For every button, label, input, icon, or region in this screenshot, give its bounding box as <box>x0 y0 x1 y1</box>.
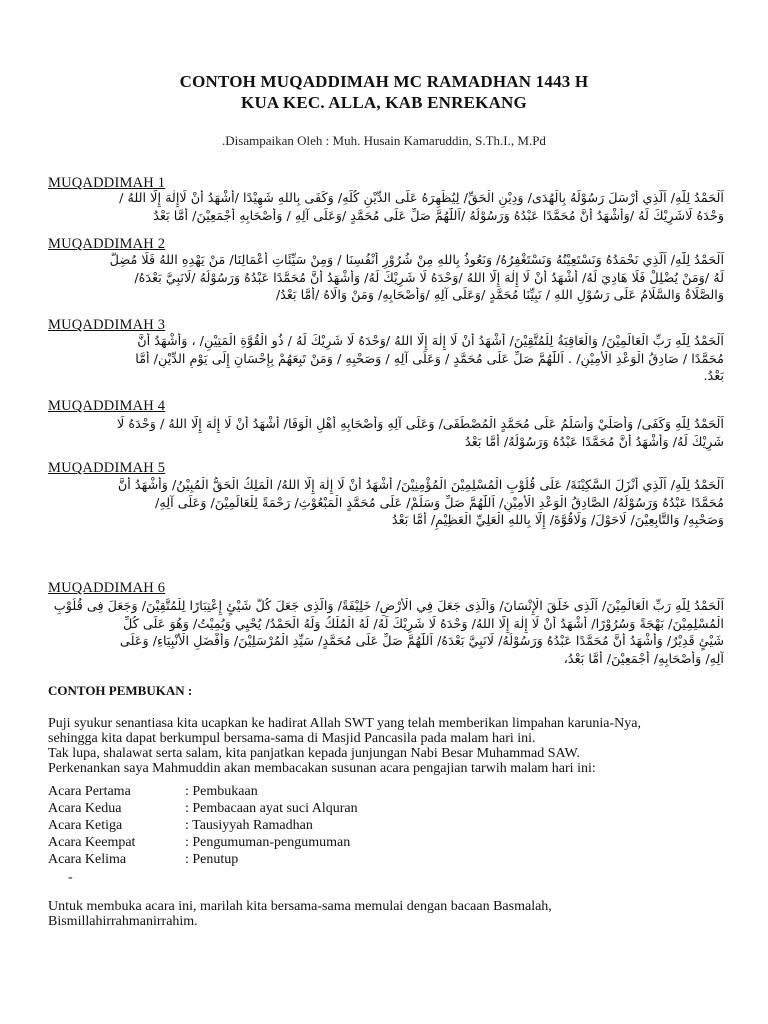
acara-key: Acara Pertama <box>48 784 131 799</box>
muqaddimah-5-heading: MUQADDIMAH 5 <box>48 460 166 476</box>
acara-value: : Pembacaan ayat suci Alquran <box>185 801 358 816</box>
arabic-line: اَلْحَمْدُ لِلّٰهِ رَبِّ الْعَالَمِيْنَ/ اَلَّذِى خَلَقَ الْإِنْسَانَ/ وَالَّذِى جَعَلَ فِي الْأَرْضِ/ خَلِيْفَةً/ وَالَّذِى جَعَلَ كُلَّ شَيْئٍ إِعْتِبَارًا لِلْمُتَّقِيْنَ/ وَجَعَلَ فِى قُلُوْبِ <box>53 599 724 614</box>
arabic-line: اَلْحَمْدُ لِلّٰهِ رَبِّ الْعَالَمِيْنَ/ وَالْعَاقِبَةُ لِلْمُتَّقِيْنَ/ أَشْهَدُ أَنْ لَا إِلٰهَ إِلَّا اللهُ /وَحْدَهُ لَا شَرِيْكَ لَهُ / ذُو الْقُوَّةِ الْمَتِيْنِ/ ، وَأَشْهَدُ أَنَّ <box>137 334 724 349</box>
acara-row <box>48 818 313 833</box>
acara-row <box>48 801 358 816</box>
closing-paragraph <box>48 899 738 929</box>
arabic-line: شَيْئٍ قَدِيْرٌ/ وَأَشْهَدُ أَنَّ مُحَمَّدًا عَبْدُهُ وَرَسُوْلُهُ/ لَانَبِيَّ بَعْدَهُ/ اَللّٰهُمَّ صَلِّ عَلَى مُحَمَّدٍ/ سَيِّدِ الْمُرْسَلِيْنَ/ وَأَفْضَلِ الْأَنْبِيَاءِ/ وَعَلَى <box>119 634 724 649</box>
arabic-line: مُحَمَّدًا عَبْدُهُ وَرَسُوْلُهُ/ الصَّادِقُ الْوَعْدِ الْأَمِيْنِ/ اَللّٰهُمَّ صَلِّ وَسَلِّمْ/ عَلَى مُحَمَّدٍ الْمَبْعُوْثِ/ رَحْمَةً لِلْعَالَمِيْنَ/ وَعَلَى آلِهِ/ <box>155 495 724 511</box>
arabic-line: الْمُسْلِمِيْنَ/ بَهْجَةً وَسُرُوْرًا/ أَشْهَدُ أَنْ لَا إِلٰهَ إِلَّا اللهُ/ وَحْدَهُ لَا شَرِيْكَ لَهُ/ لَهُ الْمُلْكُ وَلَهُ الْحَمْدُ/ يُحْيِي وَيُمِيْتُ/ وَهُوَ عَلَى كُلِّ <box>122 616 724 632</box>
muqaddimah-3-text <box>48 333 724 386</box>
acara-value: : Pembukaan <box>185 784 258 799</box>
acara-key: Acara Kedua <box>48 801 122 816</box>
muqaddimah-4-text <box>48 416 724 451</box>
paragraph-line: sehingga kita dapat berkumpul bersama-sama di Masjid Pancasila pada malam hari ini. <box>48 731 536 746</box>
muqaddimah-6-text <box>48 598 724 668</box>
acara-value: : Pengumuman-pengumuman <box>185 835 351 850</box>
paragraph-line: Bismillahirrahmanirrahim. <box>48 914 198 929</box>
pembukaan-label: CONTOH PEMBUKAN : <box>48 683 193 698</box>
arabic-line: شَرِيْكَ لَهُ/ وَأَشْهَدُ أَنَّ مُحَمَّدًا عَبْدُهُ وَرَسُوْلُهُ/ أَمَّا بَعْدُ <box>465 434 724 450</box>
arabic-line: اَلْحَمْدُ لِلّٰهِ/ اَلَّذِي نَحْمَدُهُ وَنَسْتَعِيْنُهُ وَنَسْتَغْفِرُهُ/ وَنَعُوذُ بِاللهِ مِنْ شُرُوْرِ أَنْفُسِنَا / وَمِنْ سَيِّئَاتِ أَعْمَالِنَا/ مَنْ يَهْدِهِ اللهُ فَلَا مُضِلَّ <box>109 253 724 268</box>
list-dash: - <box>68 870 73 885</box>
acara-key: Acara Kelima <box>48 852 127 867</box>
muqaddimah-2-heading: MUQADDIMAH 2 <box>48 236 166 252</box>
arabic-line: اَلْحَمْدُ لِلّٰهِ/ اَلَّذِي أَنْزَلَ السَّكِيْنَةَ/ عَلَى قُلُوْبِ الْمُسْلِمِيْنَ الْمُؤْمِنِيْنَ/ أَشْهَدُ أَنْ لَا إِلٰهَ إِلَّا اللهُ/ الْمَلِكُ الْحَقُّ الْمُبِيْنُ/ وَأَشْهَدُ أَنَّ <box>117 478 724 493</box>
paragraph-line: Untuk membuka acara ini, marilah kita bersama-sama memulai dengan bacaan Basmalah, <box>48 899 552 914</box>
muqaddimah-4-heading: MUQADDIMAH 4 <box>48 398 166 414</box>
acara-key: Acara Ketiga <box>48 818 123 833</box>
paragraph-line: Puji syukur senantiasa kita ucapkan ke hadirat Allah SWT yang telah memberikan limpahan karunia-Nya, <box>48 716 642 731</box>
acara-row <box>48 835 350 850</box>
muqaddimah-1-text <box>48 190 724 225</box>
muqaddimah-1-heading: MUQADDIMAH 1 <box>48 175 166 191</box>
arabic-line: وَالصَّلَاةُ وَالسَّلَامُ عَلَى رَسُوْلِ اللهِ / نَبِيِّنَا مُحَمَّدٍ /وَعَلَى آلِهِ /وَأَصْحَابِهِ/ وَمَنْ وَالَاهُ /أَمَّا بَعْدُ/ <box>275 288 724 303</box>
muqaddimah-2-text <box>48 252 724 305</box>
arabic-line: مُحَمَّدًا / صَادِقُ الْوَعْدِ الْأَمِيْنِ/ . اَللّٰهُمَّ صَلِّ عَلَى مُحَمَّدٍ / وَعَلَى آلِهِ / وَصَحْبِهِ / وَمَنْ تَبِعَهُمْ بِإِحْسَانٍ إِلَى يَوْمِ الدِّيْنِ/ أَمَّا <box>135 351 724 367</box>
acara-row <box>48 784 258 799</box>
paragraph-line: Tak lupa, shalawat serta salam, kita panjatkan kepada junjungan Nabi Besar Muhammad SAW. <box>48 746 580 761</box>
document-title-line-1: CONTOH MUQADDIMAH MC RAMADHAN 1443 H <box>179 72 589 91</box>
arabic-line: وَصَحْبِهِ/ وَالتَّابِعِيْنَ/ لَاحَوْلَ/ وَلَاقُوَّةَ/ إِلَّا بِاللهِ الْعَلِيِّ الْعَظِيْمِ/ أَمَّا بَعْدُ <box>391 513 724 528</box>
presenter-line: .Disampaikan Oleh : Muh. Husain Kamaruddin, S.Th.I., M.Pd <box>222 133 546 148</box>
arabic-line: آلِهِ/ وَأَصْحَابِهِ/ أَجْمَعِيْنَ/ أَمَّا بَعْدُ، <box>563 651 724 667</box>
arabic-line: لَهُ /وَمَنْ يُضْلِلْ فَلَا هَادِيَ لَهُ/ أَشْهَدُ أَنْ لَا إِلٰهَ إِلَّا اللهُ /وَحْدَهُ لَا شَرِيْكَ لَهُ/ وَأَشْهَدُ أَنَّ مُحَمَّدًا عَبْدُهُ وَرَسُوْلُهُ /لَانَبِيَّ بَعْدَهُ/ <box>134 270 724 286</box>
acara-row <box>48 852 238 867</box>
muqaddimah-6-heading: MUQADDIMAH 6 <box>48 580 166 596</box>
arabic-line: اَلْحَمْدُ لِلّٰهِ/ اَلَّذِي أَرْسَلَ رَسُوْلَهُ بِالْهُدَى/ وَدِيْنِ الْحَقِّ/ لِيُظْهِرَهُ عَلَى الدِّيْنِ كُلِّهِ/ وَكَفَى بِاللهِ شَهِيْدًا /أَشْهَدُ أَنْ لَاإِلٰهَ إِلَّا اللهُ / <box>119 191 724 206</box>
acara-value: : Penutup <box>185 852 239 867</box>
acara-value: : Tausiyyah Ramadhan <box>185 818 313 833</box>
pembukaan-paragraph <box>48 716 738 776</box>
arabic-line: بَعْدُ. <box>703 369 724 384</box>
muqaddimah-5-text <box>48 477 724 530</box>
paragraph-line: Perkenankan saya Mahmuddin akan membacakan susunan acara pengajian tarwih malam hari ini: <box>48 761 596 776</box>
arabic-line: اَلْحَمْدُ لِلّٰهِ وَكَفَى/ وَأُصَلِّيْ وَأُسَلِّمُ عَلَى مُحَمَّدٍ الْمُصْطَفَى/ وَعَلَى آلِهِ وَأَصْحَابِهِ أَهْلِ الْوَفَا/ أَشْهَدُ أَنْ لَا إِلٰهَ إِلَّا اللهُ / وَحْدَهُ لَا <box>117 417 724 432</box>
muqaddimah-3-heading: MUQADDIMAH 3 <box>48 317 166 333</box>
document-title-line-2: KUA KEC. ALLA, KAB ENREKANG <box>241 93 527 112</box>
arabic-line: وَحْدَهُ لَاشَرِيْكَ لَهُ /وَأَشْهَدُ أَنَّ مُحَمَّدًا عَبْدُهُ وَرَسُوْلُهُ /اَللّٰهُمَّ صَلِّ عَلَى مُحَمَّدٍ /وَعَلَى آلِهِ / وَأَصْحَابِهِ أَجْمَعِيْنَ/ أَمَّا بَعْدُ <box>153 208 724 224</box>
acara-key: Acara Keempat <box>48 835 136 850</box>
